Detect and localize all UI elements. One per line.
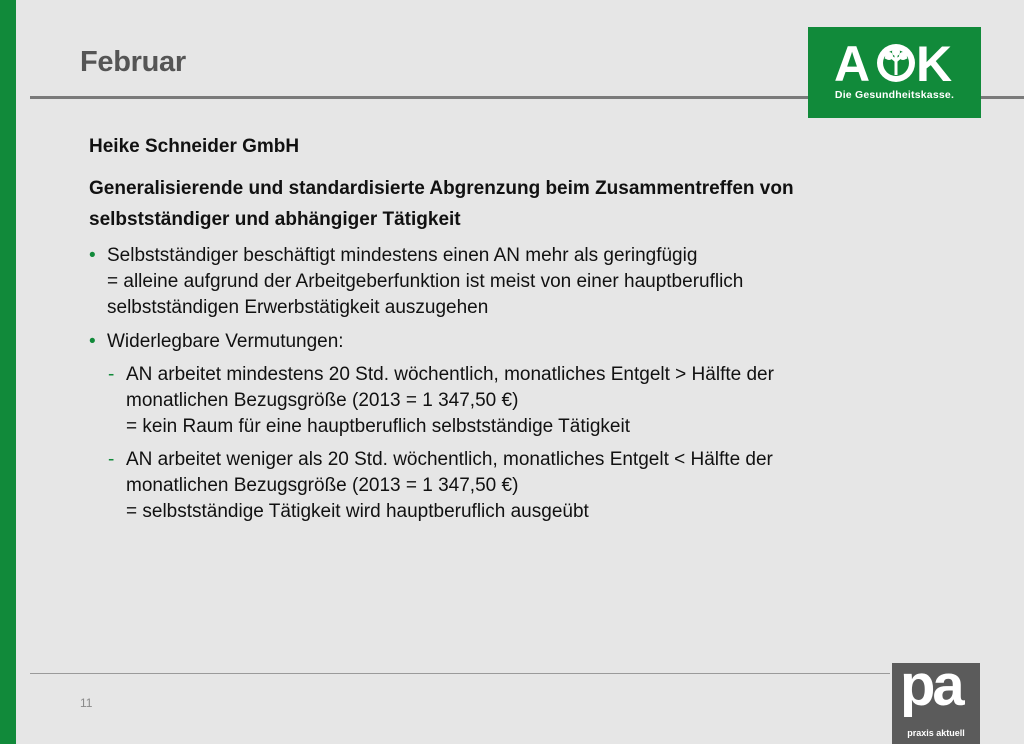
bullet-marker: • <box>89 331 96 352</box>
slide-content <box>89 134 989 525</box>
sub-item-min-20h <box>89 362 989 440</box>
slide-title: Februar <box>80 46 186 78</box>
bullet-line: = alleine aufgrund der Arbeitgeberfunktion ist meist von einer hauptberuflich <box>107 271 744 292</box>
sub-item-line: monatlichen Bezugsgröße (2013 = 1 347,50 €) <box>126 475 519 496</box>
aok-wordmark-k: K <box>916 36 953 89</box>
sub-item-line: = kein Raum für eine hauptberuflich selbstständige Tätigkeit <box>126 416 630 437</box>
bullet-item-presumptions <box>89 329 989 355</box>
aok-wordmark-a: A <box>834 36 869 89</box>
aok-wordmark-graphic <box>808 27 981 89</box>
dash-marker: - <box>108 449 115 470</box>
bullet-item-selfemployed <box>89 243 989 321</box>
dash-marker: - <box>108 364 115 385</box>
sub-item-less-20h <box>89 447 989 525</box>
bullet-line: Selbstständiger beschäftigt mindestens einen AN mehr als geringfügig <box>107 245 698 266</box>
company-name: Heike Schneider GmbH <box>89 136 300 157</box>
aok-logo <box>808 27 981 118</box>
aok-tagline: Die Gesundheitskasse. <box>834 89 955 101</box>
page-number: 11 <box>80 696 93 710</box>
bullet-line: Widerlegbare Vermutungen: <box>107 331 344 352</box>
pa-tagline: praxis aktuell <box>907 728 965 738</box>
footer-divider <box>30 673 890 674</box>
bullet-marker: • <box>89 245 96 266</box>
sub-item-line: = selbstständige Tätigkeit wird hauptberuflich ausgeübt <box>126 501 589 522</box>
bullet-line: selbstständigen Erwerbstätigkeit auszugehen <box>107 297 489 318</box>
section-heading <box>89 173 989 235</box>
sub-item-line: AN arbeitet weniger als 20 Std. wöchentlich, monatliches Entgelt < Hälfte der <box>126 449 773 470</box>
sub-item-line: monatlichen Bezugsgröße (2013 = 1 347,50 €) <box>126 390 519 411</box>
pa-letters: pa <box>900 653 962 718</box>
sub-item-line: AN arbeitet mindestens 20 Std. wöchentlich, monatliches Entgelt > Hälfte der <box>126 364 774 385</box>
left-accent-bar <box>0 0 16 744</box>
heading-line: selbstständiger und abhängiger Tätigkeit <box>89 209 461 230</box>
heading-line: Generalisierende und standardisierte Abgrenzung beim Zusammentreffen von <box>89 178 794 199</box>
praxis-aktuell-logo <box>892 653 980 744</box>
